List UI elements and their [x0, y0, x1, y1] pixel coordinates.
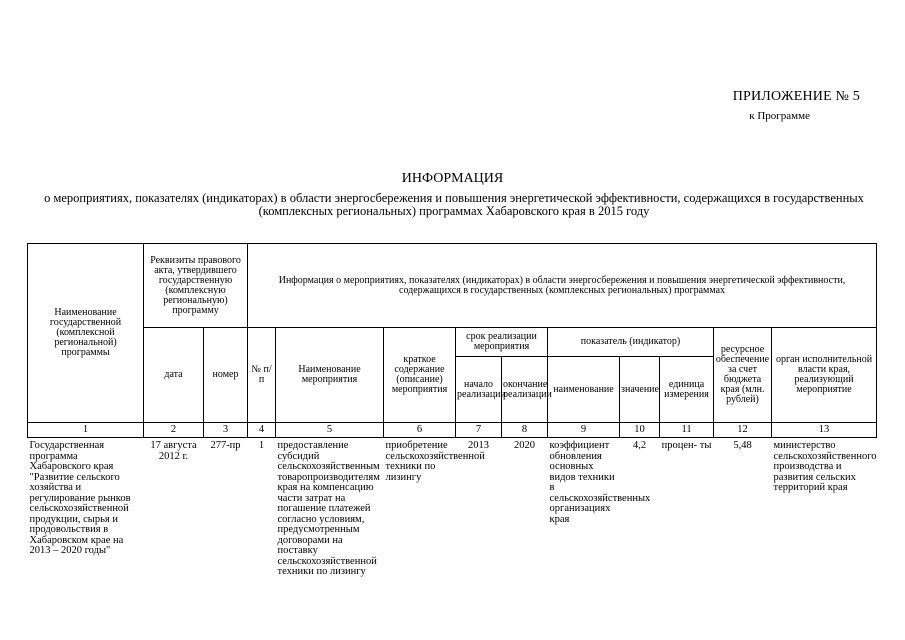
- column-number: 6: [384, 423, 456, 438]
- column-number: 8: [502, 423, 548, 438]
- cell-indicator-value: 4,2: [632, 440, 647, 451]
- cell-date: 17 августа 2012 г.: [150, 440, 197, 462]
- cell-brief: приобретение сельскохозяйственной техники по лизингу: [385, 440, 485, 483]
- header-term-group: срок реализации мероприятия: [456, 328, 548, 357]
- header-info-group: Информация о мероприятиях, показателях (индикаторах) в области энергосбережения и повышения энергетической эффективности, содержащихся в государственных (комплексных региональных) программах: [248, 244, 877, 328]
- header-indicator-unit: единица измерения: [660, 357, 714, 423]
- header-event-name: Наименование мероприятия: [276, 328, 384, 423]
- header-program-name: Наименование государственной (комплексной региональной) программы: [28, 244, 144, 423]
- header-indicator-group: показатель (индикатор): [548, 328, 714, 357]
- header-term-start: начало реализации: [456, 357, 502, 423]
- appendix-subtitle: к Программе: [749, 110, 810, 122]
- header-term-end: окончание реализации: [502, 357, 548, 423]
- header-resource: ресурсное обеспечение за счет бюджета края (млн. рублей): [714, 328, 772, 423]
- cell-indicator-name: коэффициент обновления основных видов техники в сельскохозяйственных организациях края: [549, 440, 651, 525]
- cell-start: 2013: [468, 440, 490, 451]
- header-date: дата: [144, 328, 204, 423]
- header-legal-act: Реквизиты правового акта, утвердившего государственную (комплексную региональную) программу: [144, 244, 248, 328]
- table-row: [28, 438, 877, 578]
- column-number: 4: [248, 423, 276, 438]
- appendix-title: ПРИЛОЖЕНИЕ № 5: [732, 89, 860, 104]
- document-subtitle: о мероприятиях, показателях (индикаторах) в области энергосбережения и повышения энергетической эффективности, содержащихся в государственных (комплексных региональных) программах Хабаровского края в 2015 году: [44, 191, 864, 218]
- document-title: ИНФОРМАЦИЯ: [401, 171, 504, 186]
- column-number: 2: [144, 423, 204, 438]
- cell-number: 277-пр: [210, 440, 241, 451]
- column-number: 9: [548, 423, 620, 438]
- cell-indicator-unit: процен- ты: [661, 440, 712, 451]
- header-item-no: № п/п: [248, 328, 276, 423]
- column-number: 11: [660, 423, 714, 438]
- cell-program: Государственная программа Хабаровского края "Развитие сельского хозяйства и регулирование рынков сельскохозяйственной продукции, сырья и продовольствия в Хабаровском крае на 2013 – 2020 годы": [29, 440, 131, 556]
- header-brief: краткое содержание (описание) мероприятия: [384, 328, 456, 423]
- column-number-row: [28, 423, 877, 438]
- column-number: 12: [714, 423, 772, 438]
- cell-item-no: 1: [258, 440, 265, 451]
- info-table: [27, 243, 877, 578]
- header-indicator-value: значение: [620, 357, 660, 423]
- cell-authority: министерство сельскохозяйственного производства и развития сельских территорий края: [773, 440, 877, 493]
- column-number: 1: [28, 423, 144, 438]
- column-number: 10: [620, 423, 660, 438]
- column-number: 5: [276, 423, 384, 438]
- header-authority: орган исполнительной власти края, реализующий мероприятие: [772, 328, 877, 423]
- column-number: 13: [772, 423, 877, 438]
- header-number: номер: [204, 328, 248, 423]
- cell-event: предоставление субсидий сельскохозяйственным товаропроизводителям края на компенсацию части затрат на погашение платежей согласно условиям, предусмотренным договорами на поставку сельскохозяйственной техники по лизингу: [277, 440, 380, 577]
- cell-resource: 5,48: [733, 440, 752, 451]
- cell-end: 2020: [514, 440, 536, 451]
- header-indicator-name: наименование: [548, 357, 620, 423]
- column-number: 3: [204, 423, 248, 438]
- column-number: 7: [456, 423, 502, 438]
